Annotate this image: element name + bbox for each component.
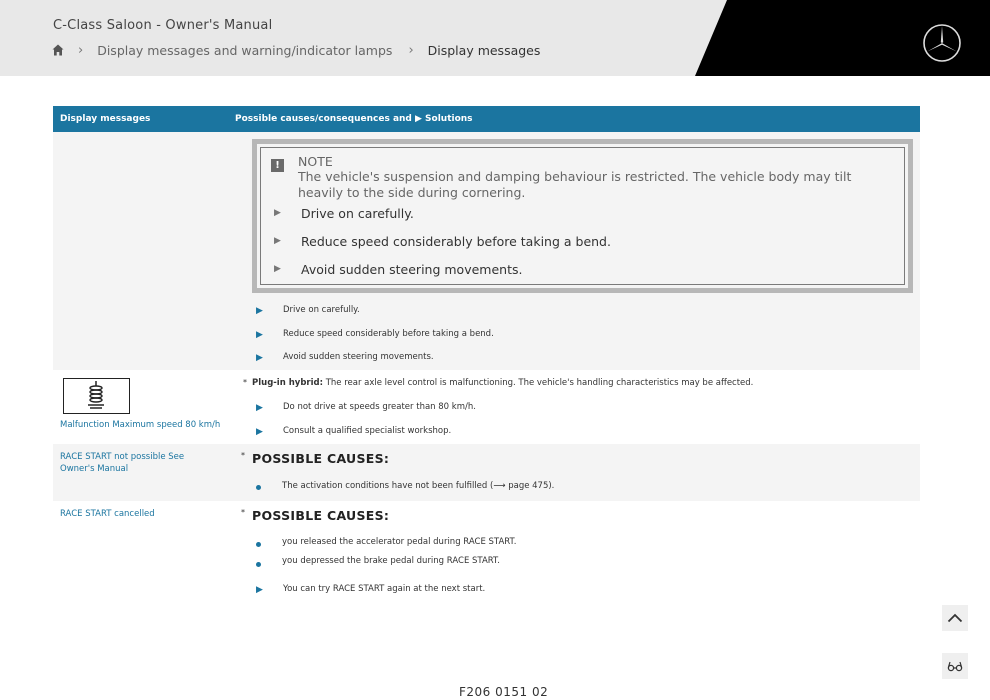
note-item: Avoid sudden steering movements.	[301, 262, 523, 277]
breadcrumb-link[interactable]: Display messages and warning/indicator lamps	[97, 42, 393, 58]
app-title: C-Class Saloon - Owner's Manual	[53, 18, 273, 33]
mercedes-star-icon[interactable]	[922, 23, 962, 63]
chevron-up-icon	[947, 613, 963, 623]
causes-heading: POSSIBLE CAUSES:	[252, 451, 390, 466]
causes-heading: POSSIBLE CAUSES:	[252, 508, 390, 523]
scroll-top-button[interactable]	[942, 605, 968, 631]
chevron-right-icon: ›	[408, 42, 414, 58]
cause-item: you released the accelerator pedal during RACE START.	[282, 537, 517, 547]
home-icon[interactable]	[52, 44, 64, 56]
solution-item: Consult a qualified specialist workshop.	[283, 426, 452, 436]
triangle-bullet-icon: ▶	[274, 236, 281, 246]
note-title: NOTE	[298, 154, 333, 169]
header-bar	[0, 0, 990, 76]
reading-mode-button[interactable]	[942, 653, 968, 679]
glasses-icon	[947, 660, 963, 672]
display-message-label: Malfunction Maximum speed 80 km/h	[60, 420, 221, 430]
display-message-label: RACE START not possible See Owner's Manual	[60, 452, 185, 474]
triangle-bullet-icon: ▶	[274, 264, 281, 274]
breadcrumb	[52, 41, 540, 59]
bullet-dot-icon	[256, 485, 261, 490]
bullet-dot-icon	[256, 562, 261, 567]
solution-item: Drive on carefully.	[283, 305, 360, 315]
suspension-spring-icon	[63, 378, 130, 414]
note-item: Reduce speed considerably before taking a bend.	[301, 234, 611, 249]
solution-item: Do not drive at speeds greater than 80 km/h.	[283, 402, 476, 412]
triangle-bullet-icon: ▶	[256, 306, 263, 316]
footnote-star: *	[241, 508, 245, 517]
cause-item: The activation conditions have not been fulfilled (⟶ page 475).	[282, 481, 555, 491]
note-text: The vehicle's suspension and damping behaviour is restricted. The vehicle body may tilt heavily to the side during cornering.	[298, 169, 852, 200]
triangle-bullet-icon: ▶	[256, 427, 263, 437]
cause-item: you depressed the brake pedal during RACE START.	[282, 556, 500, 566]
triangle-bullet-icon: ▶	[256, 330, 263, 340]
display-message-label: RACE START cancelled	[60, 509, 155, 519]
column-header-messages: Display messages	[60, 114, 151, 124]
triangle-bullet-icon: ▶	[256, 585, 263, 595]
footnote-star: *	[243, 378, 247, 387]
cause-text	[252, 378, 753, 388]
note-item: Drive on carefully.	[301, 206, 414, 221]
triangle-bullet-icon: ▶	[256, 403, 263, 413]
solution-item: Reduce speed considerably before taking a bend.	[283, 329, 494, 339]
breadcrumb-current: Display messages	[427, 42, 541, 58]
triangle-bullet-icon: ▶	[274, 208, 281, 218]
table-header	[53, 106, 920, 132]
image-code: F206 0151 02	[459, 685, 549, 699]
cause-description: The rear axle level control is malfunctioning. The vehicle's handling characteristics may be affected.	[323, 378, 754, 388]
exclamation-icon: !	[271, 159, 284, 172]
column-header-causes: Possible causes/consequences and ▶ Solutions	[235, 114, 473, 124]
solution-item: Avoid sudden steering movements.	[283, 352, 434, 362]
triangle-bullet-icon: ▶	[256, 353, 263, 363]
hybrid-label: Plug-in hybrid:	[252, 378, 323, 388]
footnote-star: *	[241, 451, 245, 460]
bullet-dot-icon	[256, 542, 261, 547]
solution-item: You can try RACE START again at the next start.	[283, 584, 486, 594]
chevron-right-icon: ›	[78, 42, 84, 58]
